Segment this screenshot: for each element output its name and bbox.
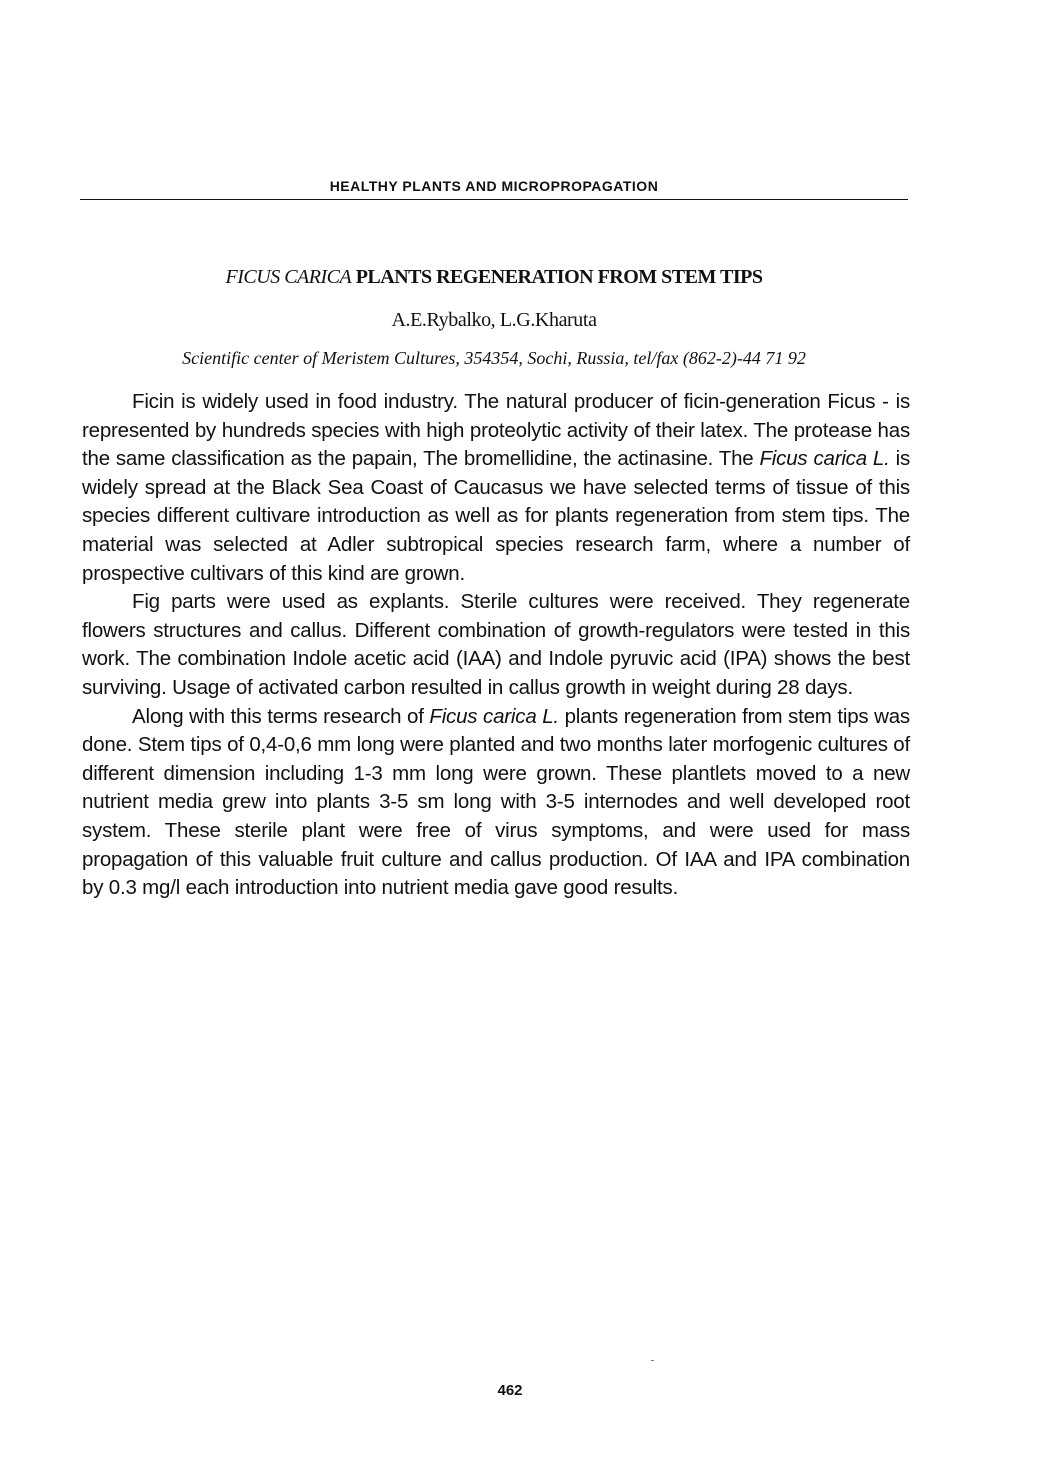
- article-title-species: FICUS CARICA: [225, 266, 352, 288]
- article-title: [80, 266, 908, 289]
- paragraph-3-species: Ficus carica L.: [429, 704, 559, 728]
- page-number: 462: [497, 1382, 523, 1399]
- scan-speck: [651, 1360, 654, 1361]
- article-body: [82, 388, 910, 903]
- article-title-rest: PLANTS REGENERATION FROM STEM TIPS: [355, 266, 763, 288]
- paragraph-3-part-a: Along with this terms research of: [132, 704, 430, 728]
- paragraph-3-part-b: plants regeneration from stem tips was done. Stem tips of 0,4-0,6 mm long were planted and two months later morfogenic cultures of different dimension including 1-3 mm long were grown. These plantlets moved to a new nutrient media grew into plants 3-5 sm long with 3-5 internodes and well developed root system. These sterile plant were free of virus symptoms, and were used for mass propagation of this valuable fruit culture and callus production. Of IAA and IPA combination by 0.3 mg/l each introduction into nutrient media gave good results.: [82, 704, 910, 900]
- paragraph-2: Fig parts were used as explants. Sterile cultures were received. They regenerate flowers structures and callus. Different combination of growth-regulators were tested in this work. The combination Indole acetic acid (IAA) and Indole pyruvic acid (IPA) shows the best surviving. Usage of activated carbon resulted in callus growth in weight during 28 days.: [82, 590, 910, 699]
- paragraph-1-part-a: Ficin is widely used in food industry. The natural producer of ficin-generation Ficus - is represented by hundreds species with high proteolytic activity of their latex. The protease has the same classification as the papain, The bromellidine, the actinasine. The: [82, 390, 910, 471]
- paragraph-3: [82, 703, 910, 903]
- article-affiliation: Scientific center of Meristem Cultures, 354354, Sochi, Russia, tel/fax (862-2)-44 71 92: [182, 348, 806, 368]
- paragraph-1-species: Ficus carica L.: [759, 447, 890, 471]
- article-authors: A.E.Rybalko, L.G.Kharuta: [391, 309, 597, 331]
- paragraph-1-part-b: is widely spread at the Black Sea Coast of Caucasus we have selected terms of tissue of this species different cultivare introduction as well as for plants regeneration from stem tips. The material was selected at Adler subtropical species research farm, where a number of prospective cultivars of this kind are grown.: [82, 447, 910, 585]
- running-header: HEALTHY PLANTS AND MICROPROPAGATION: [329, 178, 659, 194]
- paragraph-1: [82, 388, 910, 588]
- header-rule: [80, 199, 908, 200]
